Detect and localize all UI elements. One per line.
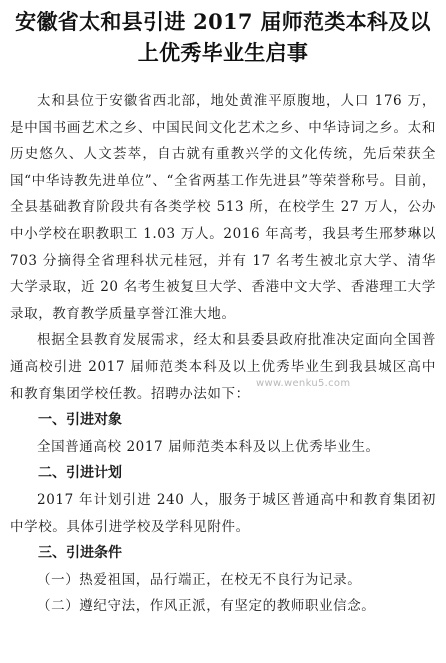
section-heading-target: 一、引进对象 — [38, 412, 122, 429]
intro-paragraph: 太和县位于安徽省西北部，地处黄淮平原腹地，人口 176 万，是中国书画艺术之乡、中国民间文化艺术之乡、中华诗词之乡。太和历史悠久、人文荟萃，自古就有重教兴学的文化传统，先后荣获全国“中华诗教先进单位”、“全省两基工作先进县”等荣誉称号。目前，全县基础教育阶段共有各类学校 513 所，在校学生 27 万人，公办中小学校在职教职工 1.03 万人。2016 年高考，我县考生邢梦琳以 703 分摘得全省理科状元桂冠，并有 17 名考生被北京大学、清华大学录取，近 20 名考生被复旦大学、香港中文大学、香港理工大学录取，教育教学质量享誉江淮大地。 — [10, 93, 436, 322]
document-title: 安徽省太和县引进 2017 届师范类本科及以上优秀毕业生启事 — [15, 9, 431, 65]
condition-item-1: （一）热爱祖国，品行端正，在校无不良行为记录。 — [37, 571, 362, 588]
watermark-text: www.wenku5.com — [256, 378, 351, 389]
section-heading-conditions: 三、引进条件 — [38, 545, 122, 562]
section-text-target: 全国普通高校 2017 届师范类本科及以上优秀毕业生。 — [37, 438, 380, 455]
section-heading-plan: 二、引进计划 — [38, 465, 122, 482]
section-text-plan: 2017 年计划引进 240 人，服务于城区普通高中和教育集团初中学校。具体引进学校及学科见附件。 — [10, 491, 436, 535]
recruitment-paragraph: 根据全县教育发展需求，经太和县委县政府批准决定面向全国普通高校引进 2017 届师范类本科及以上优秀毕业生到我县城区高中和教育集团学校任教。招聘办法如下： — [10, 332, 436, 402]
condition-item-2: （二）遵纪守法，作风正派，有坚定的教师职业信念。 — [37, 598, 376, 615]
